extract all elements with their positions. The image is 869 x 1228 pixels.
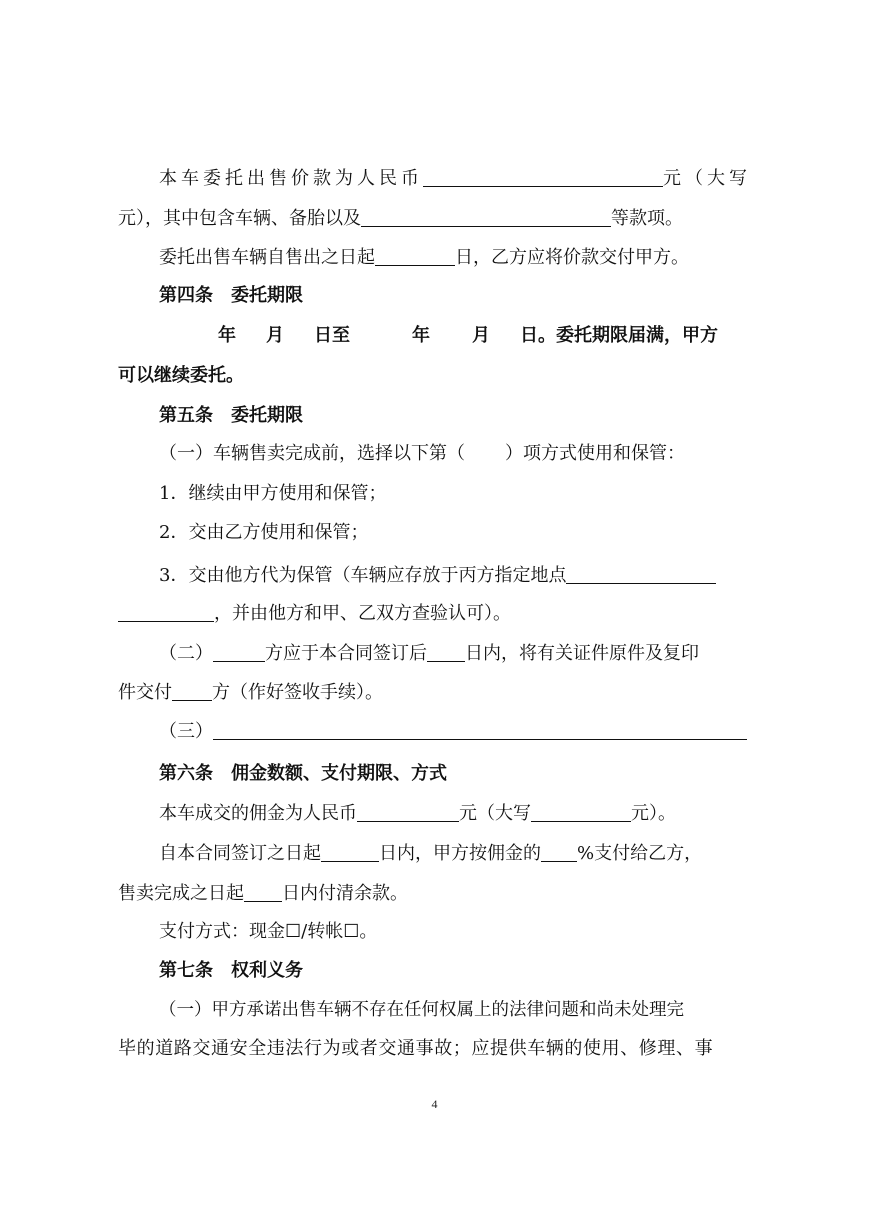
includes-blank	[361, 206, 611, 227]
option-3-continued: ，并由他方和甲、乙双方查验认可）。	[118, 601, 760, 625]
price-blank	[423, 166, 663, 187]
balance-line: 售卖完成之日起 日内付清余款。	[118, 883, 408, 904]
option-1: 1．继续由甲方使用和保管；	[159, 483, 387, 504]
days-blank-2	[427, 641, 465, 662]
percent-blank	[541, 841, 577, 862]
option-2: 2．交由乙方使用和保管；	[159, 522, 369, 543]
rights-line-2: 毕的道路交通安全违法行为或者交通事故；应提供车辆的使用、修理、事	[118, 1038, 714, 1059]
article-5-heading: 第五条 委托期限	[159, 405, 303, 426]
continue-line: 可以继续委托。	[118, 365, 244, 386]
days-blank	[375, 245, 455, 266]
period-line: 年 月 日至 年 月 日。委托期限届满，甲方	[218, 325, 718, 346]
article-6-heading: 第六条 佣金数额、支付期限、方式	[159, 763, 447, 784]
commission-line: 本车成交的佣金为人民币 元（大写 元）。	[159, 803, 676, 824]
party-blank-2	[172, 680, 212, 701]
payment-method-line: 支付方式：现金☐/转帐☐。	[159, 921, 378, 942]
location-blank	[566, 563, 716, 584]
party-blank	[213, 641, 265, 662]
page-number: 4	[431, 1097, 438, 1111]
commission-payment-line: 自本合同签订之日起 日内，甲方按佣金的 %支付给乙方，	[159, 843, 703, 864]
clause-3-blank	[213, 719, 747, 740]
rights-line-1: （一）甲方承诺出售车辆不存在任何权属上的法律问题和尚未处理完	[159, 1000, 684, 1020]
article-7-heading: 第七条 权利义务	[159, 960, 303, 981]
commission-blank	[357, 801, 459, 822]
days-blank-4	[244, 881, 282, 902]
documents-line: （二） 方应于本合同签订后 日内，将有关证件原件及复印	[159, 643, 699, 664]
documents-continued: 件交付 方（作好签收手续）。	[118, 682, 383, 703]
article-4-heading: 第四条 委托期限	[159, 285, 303, 306]
location-blank-2	[118, 601, 214, 622]
price-line: 本车委托出售价款为人民币 元（大写	[159, 168, 751, 189]
commission-words-blank	[531, 801, 631, 822]
option-3: 3．交由他方代为保管（车辆应存放于丙方指定地点	[159, 563, 760, 587]
days-blank-3	[321, 841, 379, 862]
custody-option-line: （一）车辆售卖完成前，选择以下第（ ）项方式使用和保管：	[159, 443, 685, 464]
payment-deadline-line: 委托出售车辆自售出之日起 日，乙方应将价款交付甲方。	[159, 247, 689, 268]
clause-3-line: （三）	[159, 719, 760, 743]
price-includes-line: 元），其中包含车辆、备胎以及 等款项。	[118, 208, 683, 229]
